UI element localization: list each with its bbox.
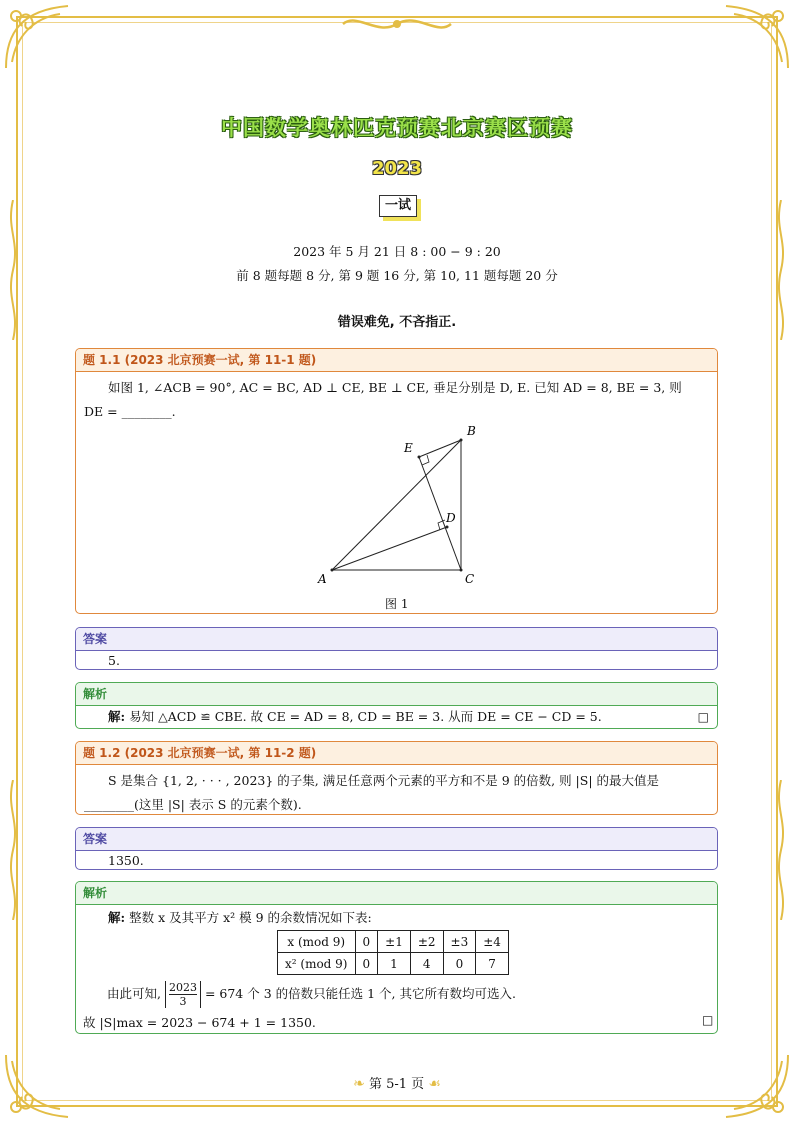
fraction-numerator: 2023 (168, 981, 197, 994)
table-cell: ±2 (410, 931, 443, 953)
solution-text: = 674 个 3 的倍数只能任选 1 个, 其它所有数均可选入. (204, 986, 516, 1001)
solution-prefix: 解: (108, 709, 126, 724)
label-d: D (446, 511, 456, 525)
solution-text: 故 |S|max = 2023 − 674 + 1 = 1350. (83, 1015, 316, 1030)
table-cell: x (mod 9) (278, 931, 356, 953)
solution-line (107, 981, 516, 1008)
footer-ornament-icon: ☙ (428, 1076, 441, 1092)
segment-ab (332, 440, 461, 570)
solution-box (75, 682, 718, 729)
problem-text: 如图 1, ∠ACB = 90°, AC = BC, AD ⊥ CE, BE ⊥ CE, 垂足分别是 D, E. 已知 AD = 8, BE = 3, 则 (108, 380, 682, 395)
table-cell: ±1 (378, 931, 411, 953)
point-d (446, 526, 449, 529)
exam-year: 2023 (371, 158, 423, 179)
problem-label: 题 1.2 (2023 北京预赛一试, 第 11-2 题) (76, 742, 717, 765)
solution-text: 由此可知, (107, 986, 161, 1001)
qed-icon: □ (697, 710, 709, 724)
table-cell: 0 (443, 953, 476, 975)
side-ornament-icon (6, 780, 20, 920)
table-cell: x² (mod 9) (278, 953, 356, 975)
point-b (460, 439, 463, 442)
table-cell: 4 (410, 953, 443, 975)
right-angle-e-icon (422, 455, 429, 465)
table-cell: 7 (476, 953, 509, 975)
side-ornament-icon (774, 780, 788, 920)
point-e (418, 456, 421, 459)
answer-value: 1350. (108, 853, 144, 868)
answer-box (75, 827, 718, 870)
qed-icon: □ (702, 1013, 714, 1027)
table-cell: 0 (355, 931, 378, 953)
problem-text: ________(这里 |S| 表示 S 的元素个数). (84, 797, 302, 812)
page-footer (0, 1073, 794, 1092)
point-a (331, 569, 334, 572)
top-ornament-icon (337, 10, 457, 38)
answer-label: 答案 (76, 628, 717, 651)
solution-text: 易知 △ACD ≌ CBE. 故 CE = AD = 8, CD = BE = 3. 从而 DE = CE − CD = 5. (129, 709, 602, 724)
segment-be (419, 440, 461, 457)
page-number: 第 5-1 页 (368, 1077, 425, 1092)
motto: 错误难免, 不吝指正. (337, 315, 457, 330)
label-b: B (467, 424, 476, 438)
solution-prefix: 解: (108, 910, 126, 925)
point-c (460, 569, 463, 572)
label-c: C (465, 572, 475, 586)
solution-label: 解析 (76, 882, 717, 905)
corner-ornament-icon (2, 2, 72, 72)
table-cell: 0 (355, 953, 378, 975)
segment-ad (332, 527, 447, 570)
table-row (278, 931, 509, 953)
mod-table (277, 930, 509, 975)
answer-box (75, 627, 718, 670)
footer-ornament-icon: ❧ (353, 1076, 365, 1092)
floor-fraction (165, 981, 201, 1008)
answer-label: 答案 (76, 828, 717, 851)
problem-text: DE = ________. (84, 404, 176, 419)
answer-value: 5. (108, 653, 120, 668)
label-e: E (404, 441, 413, 455)
problem-label: 题 1.1 (2023 北京预赛一试, 第 11-1 题) (76, 349, 717, 372)
table-row (278, 953, 509, 975)
scoring-rules: 前 8 题每题 8 分, 第 9 题 16 分, 第 10, 11 题每题 20 分 (236, 268, 558, 283)
exam-date: 2023 年 5 月 21 日 8 : 00 − 9 : 20 (293, 244, 501, 259)
geometry-figure (300, 420, 500, 595)
table-cell: 1 (378, 953, 411, 975)
table-cell: ±4 (476, 931, 509, 953)
problem-box (75, 741, 718, 815)
label-a: A (318, 572, 327, 586)
corner-ornament-icon (722, 2, 792, 72)
solution-intro: 整数 x 及其平方 x² 模 9 的余数情况如下表: (129, 910, 372, 925)
solution-label: 解析 (76, 683, 717, 706)
problem-text: S 是集合 {1, 2, · · · , 2023} 的子集, 满足任意两个元素的平方和不是 9 的倍数, 则 |S| 的最大值是 (108, 773, 660, 788)
table-cell: ±3 (443, 931, 476, 953)
round-badge: 一试 (379, 195, 417, 217)
page-title: 中国数学奥林匹克预赛北京赛区预赛 (221, 116, 573, 140)
fraction-denominator: 3 (179, 995, 187, 1008)
figure-caption: 图 1 (385, 597, 409, 611)
